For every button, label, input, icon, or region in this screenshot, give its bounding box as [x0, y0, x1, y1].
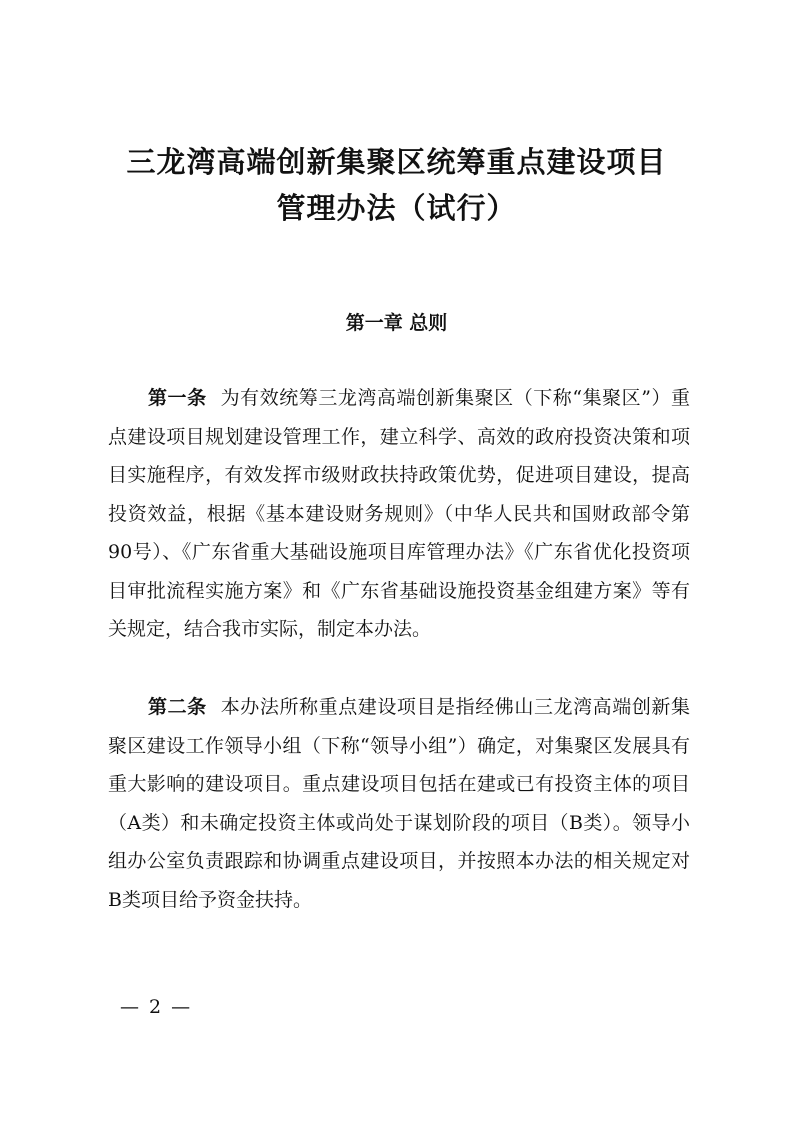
document-title-line-2: 管理办法（试行） [276, 191, 517, 225]
article-1-label: 第一条 [148, 387, 207, 409]
article-1 [108, 379, 690, 649]
article-2 [108, 688, 690, 919]
page-number: — 2 — [120, 996, 193, 1018]
article-1-text: 为有效统筹三龙湾高端创新集聚区（下称“集聚区”）重点建设项目规划建设管理工作，建立科学、高效的政府投资决策和项目实施程序，有效发挥市级财政扶持政策优势，促进项目建设，提高投资效益，根据《基本建设财务规则》（中华人民共和国财政部令第90号）、《广东省重大基础设施项目库管理办法》《广东省优化投资项目审批流程实施方案》和《广东省基础设施投资基金组建方案》等有关规定，结合我市实际，制定本办法。 [108, 387, 690, 640]
chapter-heading: 第一章 总则 [345, 312, 448, 334]
document-title-line-1: 三龙湾高端创新集聚区统筹重点建设项目 [126, 145, 667, 179]
article-2-label: 第二条 [148, 696, 207, 718]
article-2-text: 本办法所称重点建设项目是指经佛山三龙湾高端创新集聚区建设工作领导小组（下称“领导小组”）确定，对集聚区发展具有重大影响的建设项目。重点建设项目包括在建或已有投资主体的项目（A类）和未确定投资主体或尚处于谋划阶段的项目（B类）。领导小组办公室负责跟踪和协调重点建设项目，并按照本办法的相关规定对B类项目给予资金扶持。 [108, 696, 690, 911]
